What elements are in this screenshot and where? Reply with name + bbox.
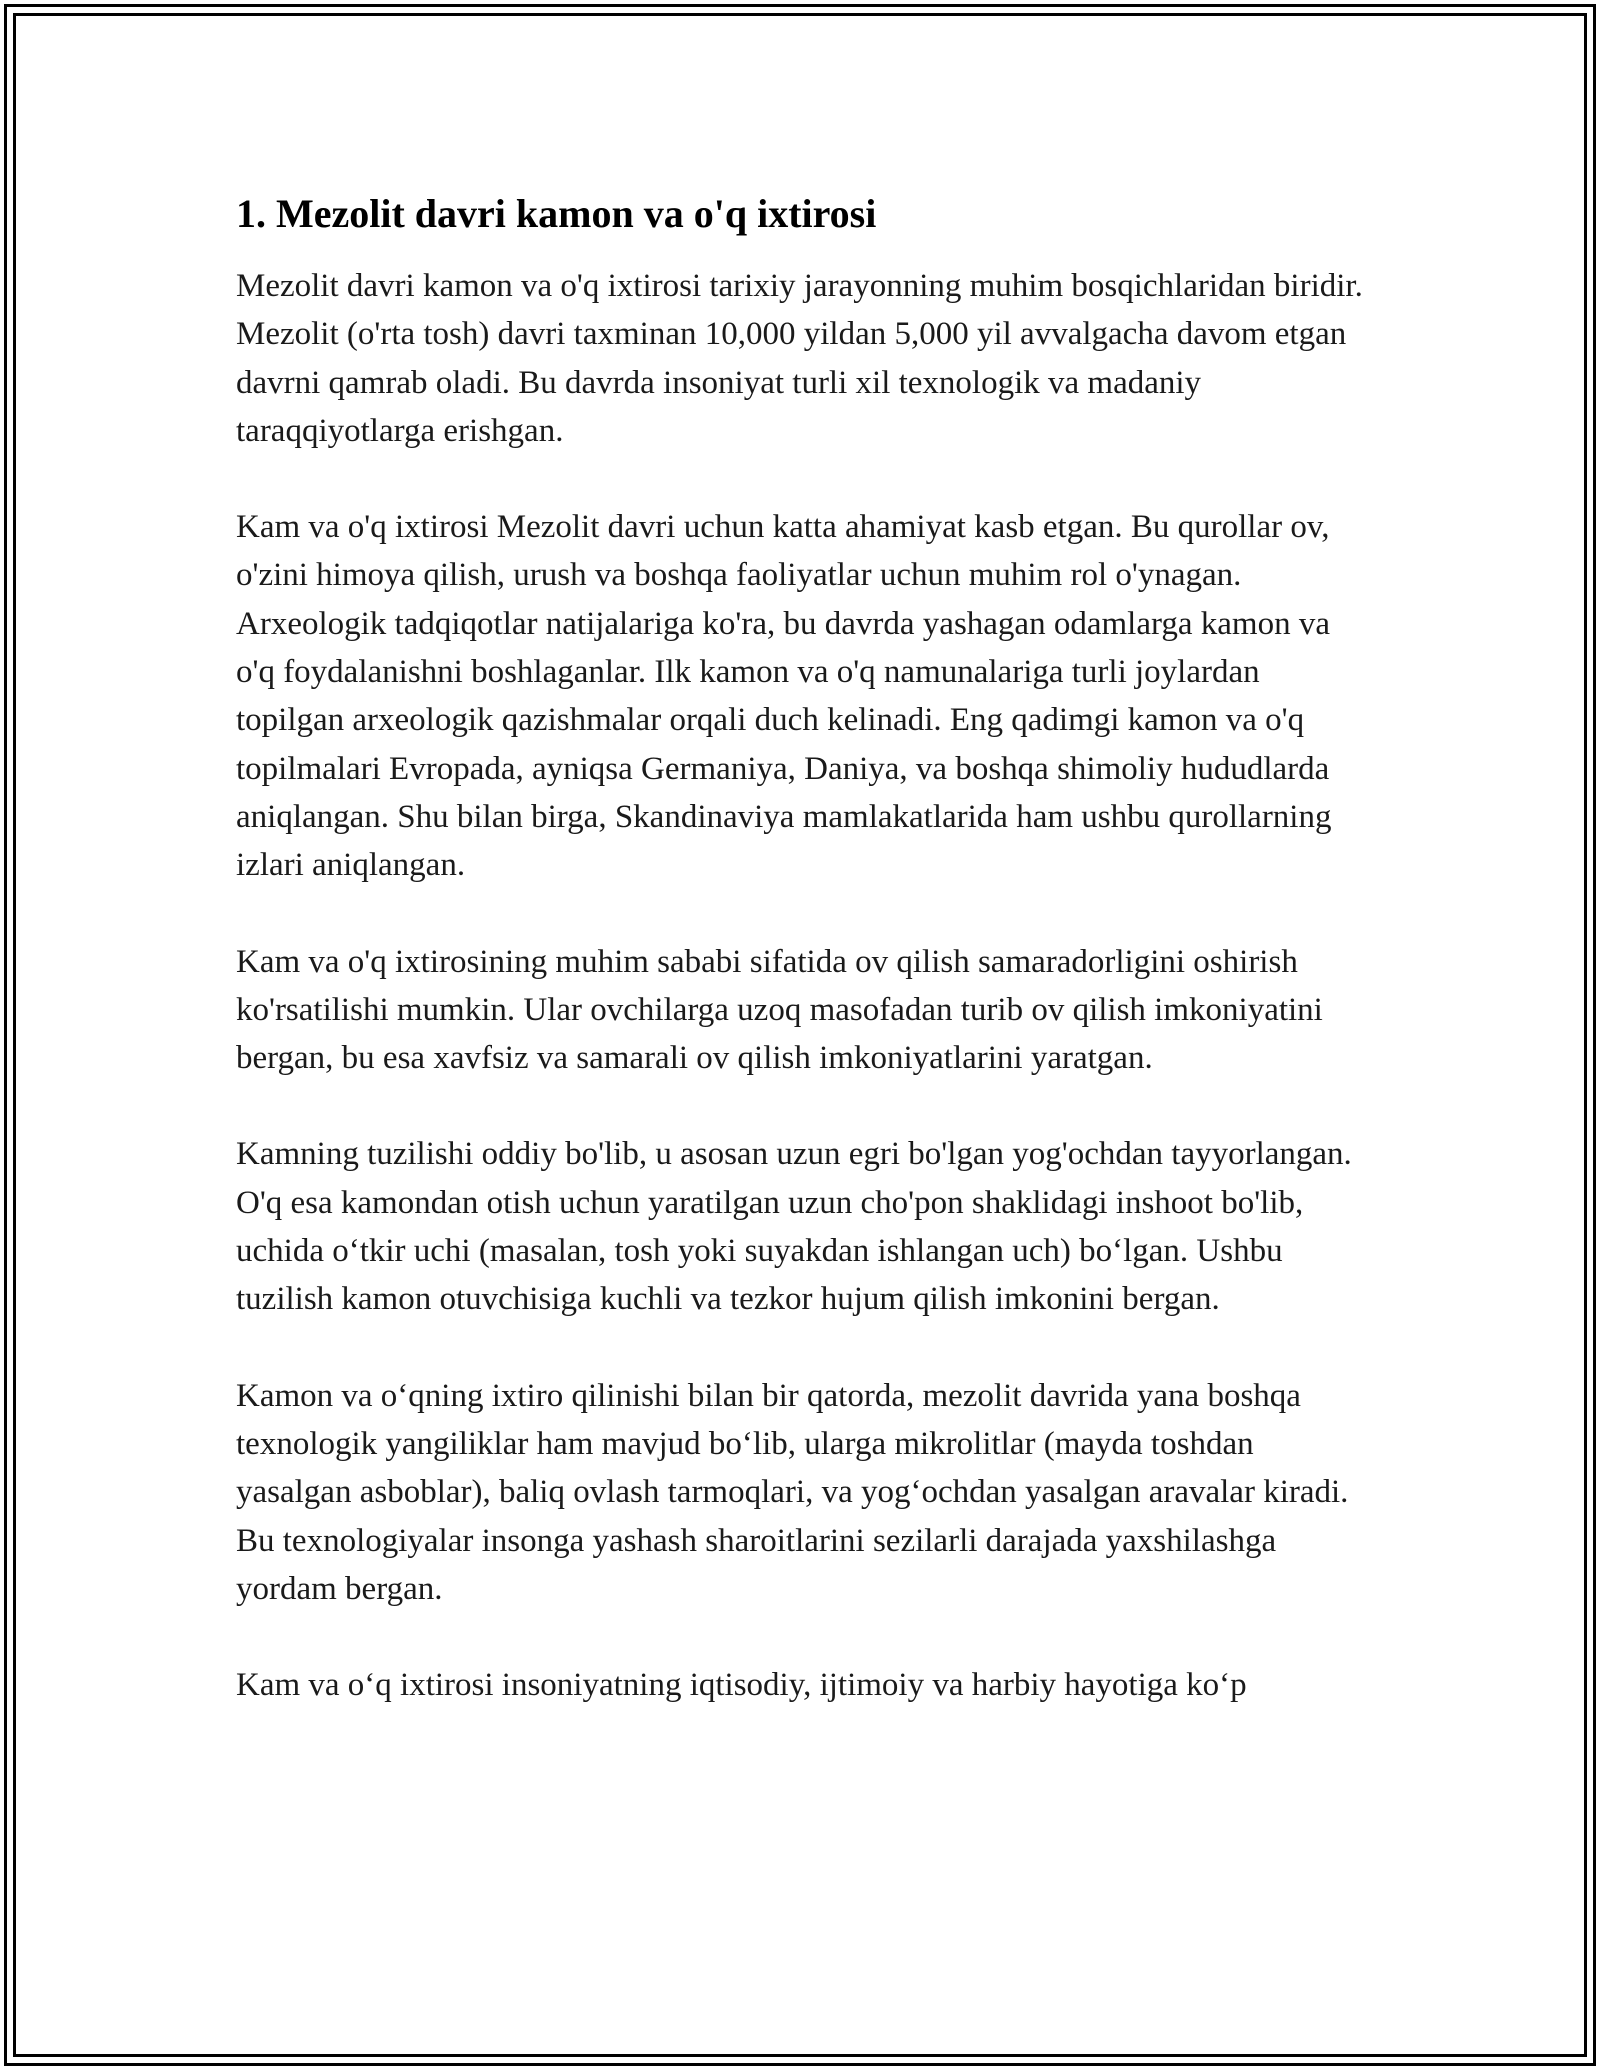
paragraph-1: Mezolit davri kamon va o'q ixtirosi tarixiy jarayonning muhim bosqichlaridan biridir. Mezolit (o'rta tosh) davri taxminan 10,000 yildan 5,000 yil avvalgacha davom etgan davrni qamrab oladi. Bu davrda insoniyat turli xil texnologik va madaniy taraqqiyotlarga erishgan.	[236, 268, 1363, 449]
paragraph-5: Kamon va o‘qning ixtiro qilinishi bilan bir qatorda, mezolit davrida yana boshqa texnologik yangiliklar ham mavjud bo‘lib, ularga mikrolitlar (mayda toshdan yasalgan asboblar), baliq ovlash tarmoqlari, va yog‘ochdan yasalgan aravalar kiradi. Bu texnologiyalar insonga yashash sharoitlarini sezilarli darajada yaxshilashga yordam bergan.	[236, 1377, 1349, 1607]
paragraph-4: Kamning tuzilishi oddiy bo'lib, u asosan uzun egri bo'lgan yog'ochdan tayyorlangan. O'q esa kamondan otish uchun yaratilgan uzun cho'pon shaklidagi inshoot bo'lib, uchida o‘tkir uchi (masalan, tosh yoki suyakdan ishlangan uch) bo‘lgan. Ushbu tuzilish kamon otuvchisiga kuchli va tezkor hujum qilish imkonini bergan.	[236, 1136, 1352, 1318]
paragraph-6: Kam va o‘q ixtirosi insoniyatning iqtisodiy, ijtimoiy va harbiy hayotiga ko‘p	[236, 1667, 1247, 1704]
section-title: 1. Mezolit davri kamon va o'q ixtirosi	[236, 191, 877, 236]
document-body	[236, 186, 1376, 1709]
paragraph-3: Kam va o'q ixtirosining muhim sababi sifatida ov qilish samaradorligini oshirish ko'rsatilishi mumkin. Ular ovchilarga uzoq masofadan turib ov qilish imkoniyatini bergan, bu esa xavfsiz va samarali ov qilish imkoniyatlarini yaratgan.	[236, 943, 1323, 1077]
paragraph-2: Kam va o'q ixtirosi Mezolit davri uchun katta ahamiyat kasb etgan. Bu qurollar ov, o'zini himoya qilish, urush va boshqa faoliyatlar uchun muhim rol o'ynagan. Arxeologik tadqiqotlar natijalariga ko'ra, bu davrda yashagan odamlarga kamon va o'q foydalanishni boshlaganlar. Ilk kamon va o'q namunalariga turli joylardan topilgan arxeologik qazishmalar orqali duch kelinadi. Eng qadimgi kamon va o'q topilmalari Evropada, ayniqsa Germaniya, Daniya, va boshqa shimoliy hududlarda aniqlangan. Shu bilan birga, Skandinaviya mamlakatlarida ham ushbu qurollarning izlari aniqlangan.	[236, 509, 1332, 884]
